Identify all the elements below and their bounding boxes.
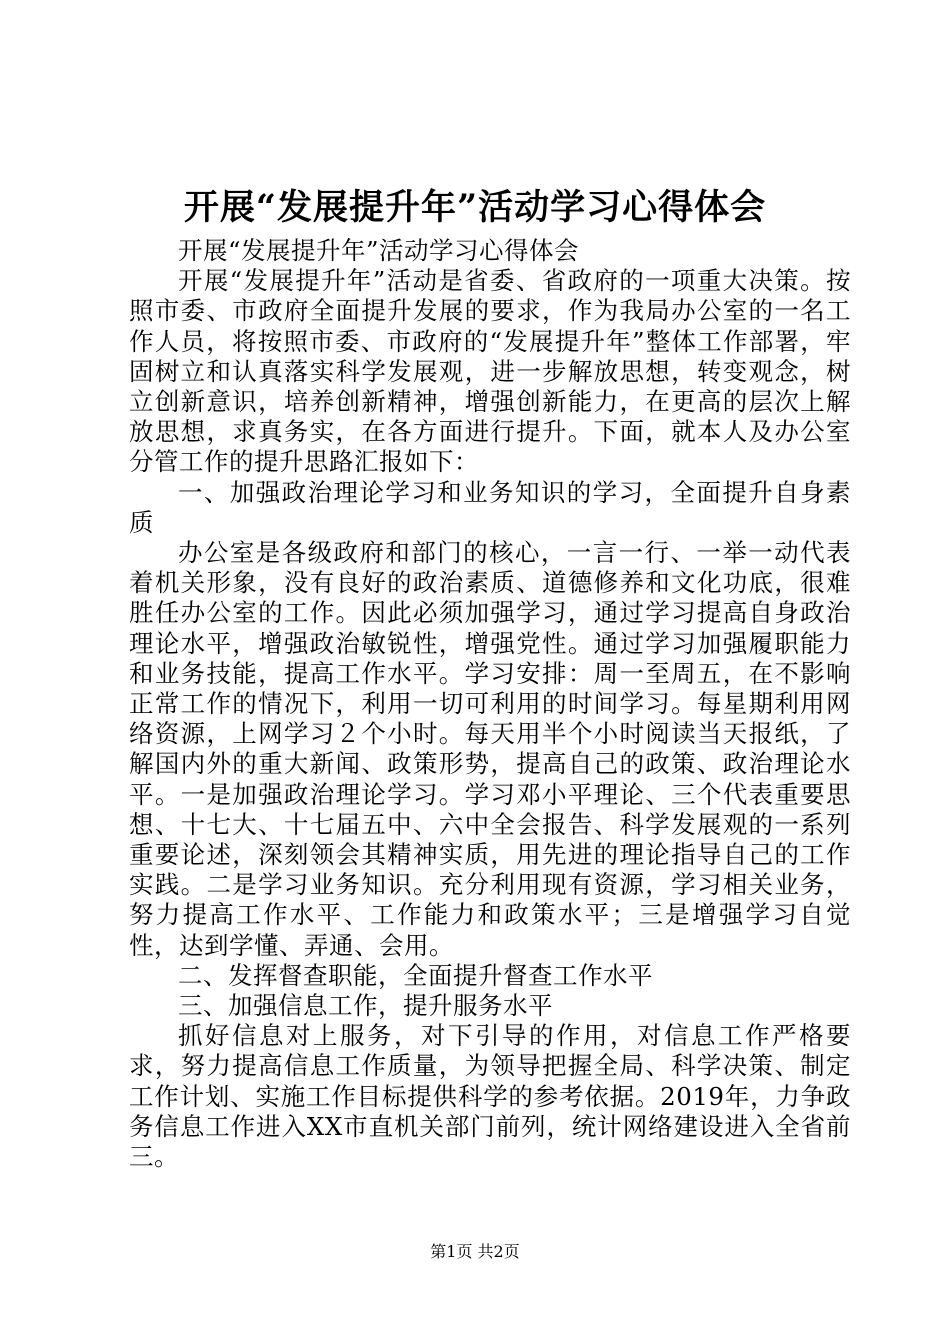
page-footer: 第1页 共2页 [430,1242,520,1261]
document-title: 开展“发展提升年”活动学习心得体会 [183,187,767,228]
intro-paragraph: 开展“发展提升年”活动是省委、省政府的一项重大决策。按照市委、市政府全面提升发展的要求，作为我局办公室的一名工作人员，将按照市委、市政府的“发展提升年”整体工作部署，牢固树立和认真落实科学发展观，进一步解放思想，转变观念，树立创新意识，培养创新精神，增强创新能力，在更高的层次上解放思想，求真务实，在各方面进行提升。下面，就本人及办公室分管工作的提升思路汇报如下： [129,266,851,477]
section-3-paragraph: 抓好信息对上服务，对下引导的作用，对信息工作严格要求，努力提高信息工作质量，为领导把握全局、科学决策、制定工作计划、实施工作目标提供科学的参考依据。2019年，力争政务信息工作进入XX市直机关部门前列，统计网络建设进入全省前三。 [129,1021,851,1172]
section-heading-1: 一、加强政治理论学习和业务知识的学习，全面提升自身素质 [129,477,851,537]
section-heading-3: 三、加强信息工作，提升服务水平 [178,991,553,1021]
body-subtitle-paragraph: 开展“发展提升年”活动学习心得体会 [178,236,580,265]
section-1-paragraph: 办公室是各级政府和部门的核心，一言一行、一举一动代表着机关形象，没有良好的政治素质、道德修养和文化功底，很难胜任办公室的工作。因此必须加强学习，通过学习提高自身政治理论水平，增强政治敏锐性，增强党性。通过学习加强履职能力和业务技能，提高工作水平。学习安排：周一至周五，在不影响正常工作的情况下，利用一切可利用的时间学习。每星期利用网络资源，上网学习２个小时。每天用半个小时阅读当天报纸，了解国内外的重大新闻、政策形势，提高自己的政策、政治理论水平。一是加强政治理论学习。学习邓小平理论、三个代表重要思想、十七大、十七届五中、六中全会报告、科学发展观的一系列重要论述，深刻领会其精神实质，用先进的理论指导自己的工作实践。二是学习业务知识。充分利用现有资源，学习相关业务，努力提高工作水平、工作能力和政策水平；三是增强学习自觉性，达到学懂、弄通、会用。 [129,538,851,960]
section-heading-2: 二、发挥督查职能，全面提升督查工作水平 [178,960,653,990]
document-body [129,236,851,1172]
